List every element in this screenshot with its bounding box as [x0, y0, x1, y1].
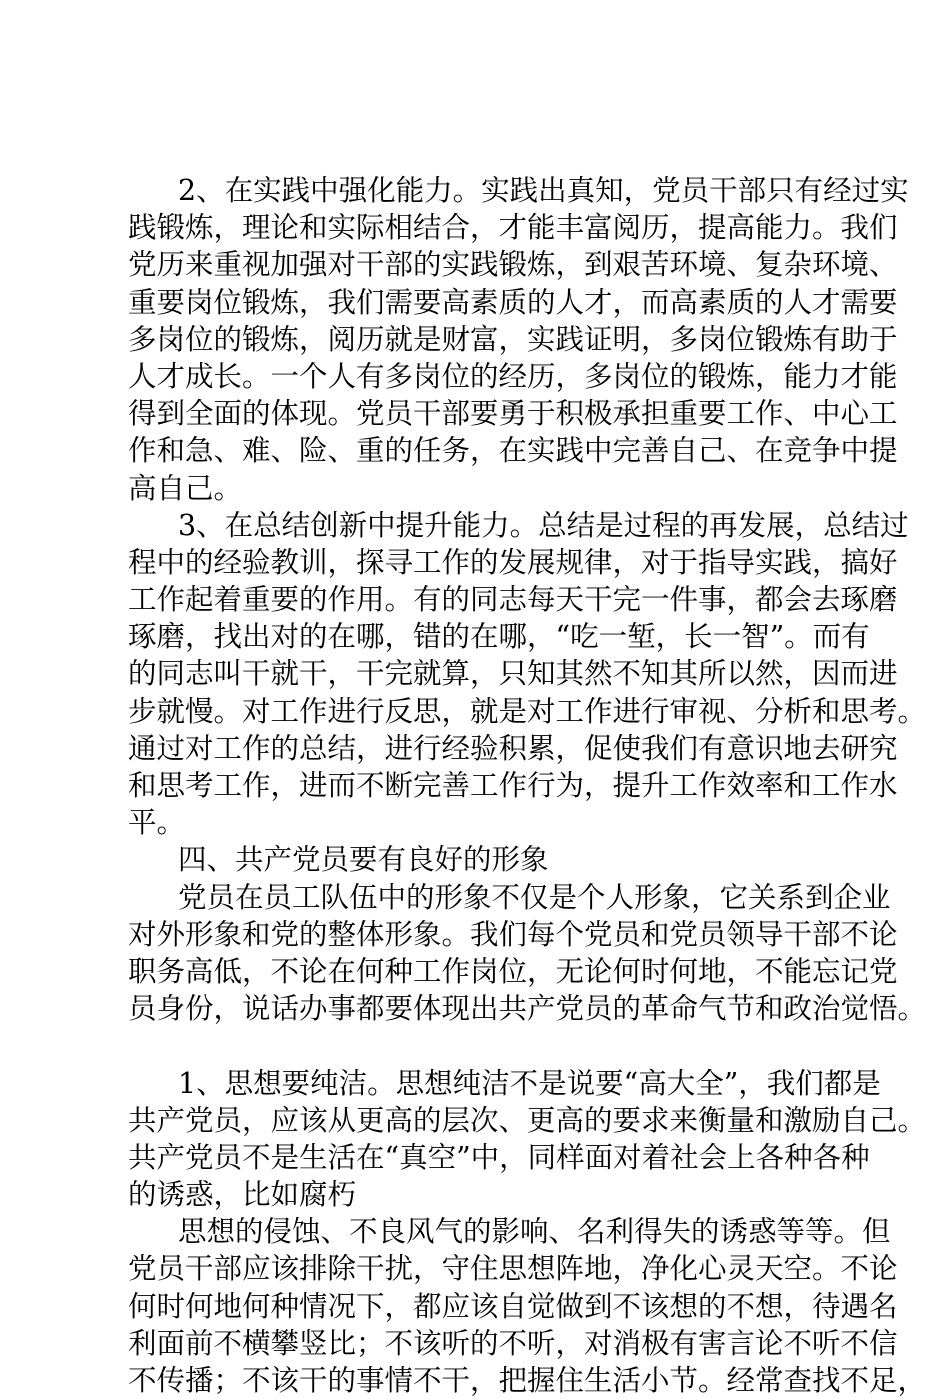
blank-line [128, 1027, 840, 1064]
text-line: 对外形象和党的整体形象。我们每个党员和党员领导干部不论 [128, 917, 898, 951]
text-line: 多岗位的锻炼，阅历就是财富，实践证明，多岗位锻炼有助于 [128, 322, 898, 356]
text-line: 不传播；不该干的事情不干，把握住生活小节。经常查找不足， [128, 1364, 927, 1397]
text-line: 党历来重视加强对干部的实践锻炼，到艰苦环境、复杂环境、 [128, 248, 898, 282]
text-line: 高自己。 [128, 471, 243, 505]
text-line: 共产党员，应该从更高的层次、更高的要求来衡量和激励自己。 [128, 1103, 927, 1137]
text-line: 共产党员不是生活在“真空”中，同样面对着社会上各种各种 [128, 1140, 870, 1174]
text-line: 程中的经验教训，探寻工作的发展规律，对于指导实践，搞好 [128, 545, 898, 579]
text-line: 1、思想要纯洁。思想纯洁不是说要“高大全”，我们都是 [178, 1066, 881, 1100]
text-line: 通过对工作的总结，进行经验积累，促使我们有意识地去研究 [128, 731, 898, 765]
text-line: 党员干部应该排除干扰，守住思想阵地，净化心灵天空。不论 [128, 1252, 898, 1286]
text-line: 思想的侵蚀、不良风气的影响、名利得失的诱惑等等。但 [178, 1215, 891, 1249]
text-line: 四、共产党员要有良好的形象 [178, 843, 549, 877]
text-line: 的同志叫干就干，干完就算，只知其然不知其所以然，因而进 [128, 657, 898, 691]
text-line: 人才成长。一个人有多岗位的经历，多岗位的锻炼，能力才能 [128, 359, 898, 393]
text-line: 的诱惑，比如腐朽 [128, 1178, 357, 1212]
text-line: 2、在实践中强化能力。实践出真知，党员干部只有经过实 [178, 174, 909, 207]
text-line: 作和急、难、险、重的任务，在实践中完善自己、在竞争中提 [128, 434, 898, 468]
document-body [128, 172, 927, 1399]
text-line: 职务高低，不论在何种工作岗位，无论何时何地，不能忘记党 [128, 954, 898, 988]
text-line: 工作起着重要的作用。有的同志每天干完一件事，都会去琢磨 [128, 583, 898, 617]
text-line: 何时何地何种情况下，都应该自觉做到不该想的不想，待遇名 [128, 1289, 898, 1323]
text-line: 员身份，说话办事都要体现出共产党员的革命气节和政治觉悟。 [128, 992, 927, 1026]
text-line: 党员在员工队伍中的形象不仅是个人形象，它关系到企业 [178, 880, 891, 914]
text-line: 琢磨，找出对的在哪，错的在哪，“吃一堑，长一智”。而有 [128, 620, 870, 654]
text-line: 得到全面的体现。党员干部要勇于积极承担重要工作、中心工 [128, 397, 898, 431]
text-line: 重要岗位锻炼，我们需要高素质的人才，而高素质的人才需要 [128, 285, 898, 319]
text-line: 践锻炼，理论和实际相结合，才能丰富阅历，提高能力。我们 [128, 211, 898, 245]
text-line: 利面前不横攀竖比；不该听的不听，对消极有害言论不听不信 [128, 1326, 898, 1360]
text-line: 步就慢。对工作进行反思，就是对工作进行审视、分析和思考。 [128, 694, 927, 728]
text-line: 和思考工作，进而不断完善工作行为，提升工作效率和工作水 [128, 769, 898, 802]
text-line: 平。 [128, 806, 186, 840]
text-line: 3、在总结创新中提升能力。总结是过程的再发展，总结过 [178, 508, 909, 542]
